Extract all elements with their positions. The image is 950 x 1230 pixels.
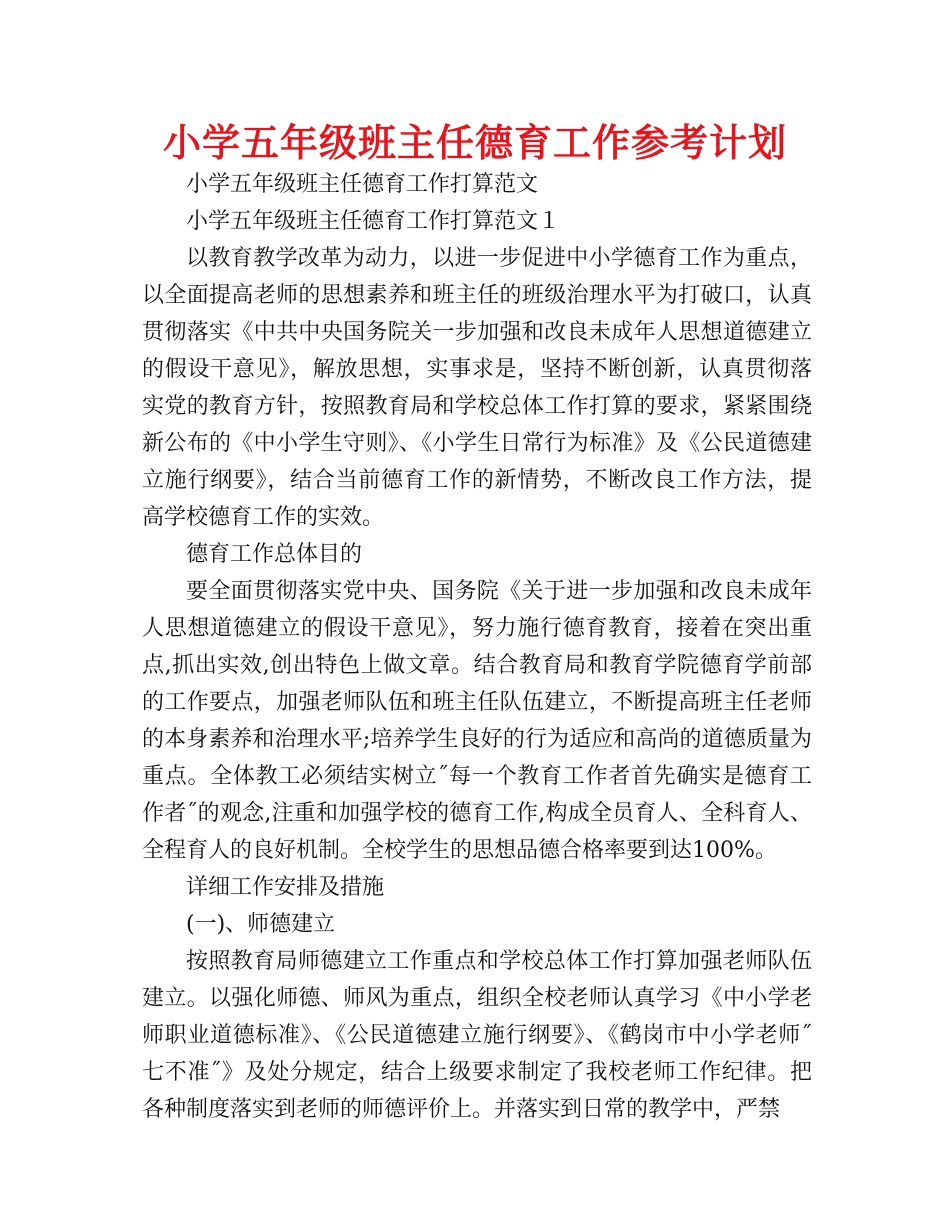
paragraph: 要全面贯彻落实党中央、国务院《关于进一步加强和改良未成年人思想道德建立的假设干意见》，努力施行德育教育，接着在突出重点,抓出实效,创出特色上做文章。结合教育局和教育学院德育学前部的工作要点，加强老师队伍和班主任队伍建立，不断提高班主任老师的本身素养和治理水平;培养学生良好的行为适应和高尚的道德质量为重点。全体教工必须结实树立˝每一个教育工作者首先确实是德育工作者˝的观念,注重和加强学校的德育工作,构成全员育人、全科育人、全程育人的良好机制。全校学生的思想品德合格率要到达100%。 [142, 579, 812, 863]
document-body [142, 166, 812, 1128]
document-title: 小学五年级班主任德育工作参考计划 [162, 121, 787, 165]
section-heading: (一)、师德建立 [186, 912, 336, 937]
subtitle-line: 小学五年级班主任德育工作打算范文 [186, 172, 539, 197]
section-heading: 德育工作总体目的 [186, 542, 363, 567]
section-heading: 小学五年级班主任德育工作打算范文１ [186, 209, 561, 234]
paragraph: 按照教育局师德建立工作重点和学校总体工作打算加强老师队伍建立。以强化师德、师风为重点，组织全校老师认真学习《中小学老师职业道德标准》、《公民道德建立施行纲要》、《鹤岗市中小学老师˝七不准˝》及处分规定，结合上级要求制定了我校老师工作纪律。把各种制度落实到老师的师德评价上。并落实到日常的教学中，严禁 [142, 949, 812, 1122]
section-heading: 详细工作安排及措施 [186, 875, 385, 900]
paragraph: 以教育教学改革为动力，以进一步促进中小学德育工作为重点，以全面提高老师的思想素养和班主任的班级治理水平为打破口，认真贯彻落实《中共中央国务院关一步加强和改良未成年人思想道德建立的假设干意见》，解放思想，实事求是，坚持不断创新，认真贯彻落实党的教育方针，按照教育局和学校总体工作打算的要求，紧紧围绕新公布的《中小学生守则》、《小学生日常行为标准》及《公民道德建立施行纲要》，结合当前德育工作的新情势，不断改良工作方法，提高学校德育工作的实效。 [142, 246, 812, 530]
